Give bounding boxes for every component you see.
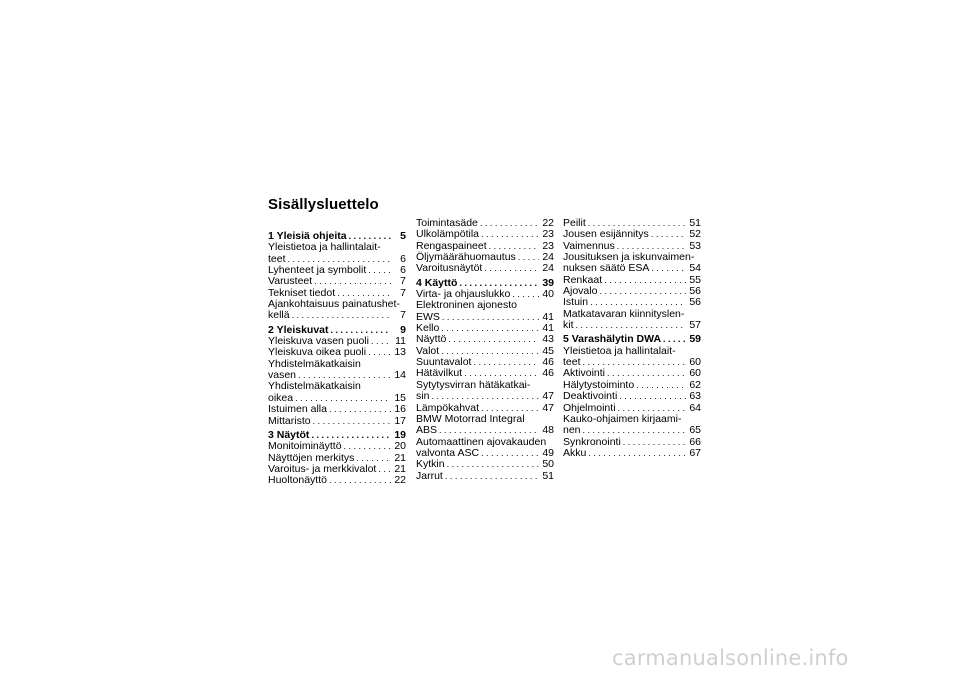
toc-entry-label-line: Jousituksen ja iskunvaimen- xyxy=(563,251,695,264)
toc-page-number: 45 xyxy=(542,344,554,357)
toc-entry-label-line: Yhdistelmäkatkaisin xyxy=(268,357,361,370)
dot-leader xyxy=(371,336,391,347)
toc-entry-row xyxy=(563,425,701,436)
toc-entry-label: 5 Varashälytin DWA xyxy=(563,333,662,346)
toc-entry-label: Tekniset tiedot xyxy=(268,286,336,299)
toc-page-number: 24 xyxy=(542,251,554,264)
toc-page-number: 20 xyxy=(394,440,406,453)
toc-entry-label: vasen xyxy=(268,369,297,382)
toc-page-number: 65 xyxy=(689,424,701,437)
toc-entry[interactable] xyxy=(416,380,554,403)
toc-entry-row xyxy=(416,229,554,240)
toc-page-number: 9 xyxy=(400,323,406,336)
toc-entry-label: Yleiskuva vasen puoli xyxy=(268,335,369,348)
toc-entry-label: Varoitus- ja merkkivalot xyxy=(268,462,377,475)
toc-page-number: 60 xyxy=(689,367,701,380)
dot-leader xyxy=(583,425,686,436)
toc-entry-label: Lyhenteet ja symbolit xyxy=(268,264,367,277)
toc-entry[interactable] xyxy=(268,242,406,265)
toc-entry[interactable] xyxy=(416,229,554,240)
toc-page-number: 49 xyxy=(542,446,554,459)
toc-entry-label: sin xyxy=(416,390,430,403)
toc-page-number: 47 xyxy=(542,401,554,414)
toc-entry-row xyxy=(416,471,554,482)
dot-leader xyxy=(636,380,686,391)
toc-page-number: 7 xyxy=(400,309,406,322)
toc-entry-label: Ulkolämpötila xyxy=(416,228,480,241)
dot-leader xyxy=(329,475,391,486)
toc-entry-label-line: Yleistietoa ja hallintalait- xyxy=(268,241,381,254)
dot-leader xyxy=(313,416,391,427)
toc-column-2 xyxy=(416,218,554,482)
toc-entry[interactable] xyxy=(563,346,701,369)
toc-entry[interactable] xyxy=(268,359,406,382)
dot-leader xyxy=(651,229,686,240)
toc-entry[interactable] xyxy=(268,299,406,322)
dot-leader xyxy=(368,265,391,276)
toc-entry-row xyxy=(268,416,406,427)
dot-leader xyxy=(480,218,539,229)
toc-entry-label: Ajovalo xyxy=(563,285,598,298)
toc-entry[interactable] xyxy=(563,391,701,402)
toc-page-number: 21 xyxy=(394,451,406,464)
toc-page-number: 22 xyxy=(542,217,554,229)
toc-page-number: 22 xyxy=(394,474,406,487)
toc-page-number: 24 xyxy=(542,262,554,275)
toc-entry-label: Jarrut xyxy=(416,469,443,482)
toc-page-number: 39 xyxy=(542,276,554,289)
toc-entry[interactable] xyxy=(268,381,406,404)
toc-entry[interactable] xyxy=(416,300,554,323)
toc-entry-row xyxy=(563,320,701,331)
toc-entry-label: Jousen esijännitys xyxy=(563,228,649,241)
toc-page-number: 11 xyxy=(395,335,406,348)
toc-entry-label-line: Yhdistelmäkatkaisin xyxy=(268,380,361,393)
toc-entry-label: Synkronointi xyxy=(563,435,621,448)
dot-leader xyxy=(441,323,539,334)
dot-leader xyxy=(481,229,539,240)
toc-page-number: 57 xyxy=(689,319,701,332)
toc-entry-label-line: Kauko-ohjaimen kirjaami- xyxy=(563,412,682,425)
dot-leader xyxy=(431,391,539,402)
dot-leader xyxy=(448,334,539,345)
toc-page-number: 56 xyxy=(689,296,701,309)
toc-entry-label: Huoltonäyttö xyxy=(268,474,327,487)
toc-entry[interactable] xyxy=(268,416,406,427)
toc-entry-label: teet xyxy=(563,356,581,369)
toc-entry-label: nen xyxy=(563,424,581,437)
toc-entry-label: teet xyxy=(268,252,286,265)
dot-leader xyxy=(473,357,539,368)
toc-entry-label: Istuimen alla xyxy=(268,403,327,416)
toc-page-number: 46 xyxy=(542,356,554,369)
toc-entry-label: 2 Yleiskuvat xyxy=(268,323,329,336)
toc-entry-label: Näyttöjen merkitys xyxy=(268,451,355,464)
toc-entry-label: Kytkin xyxy=(416,458,445,471)
dot-leader xyxy=(619,391,686,402)
toc-entry-row xyxy=(416,263,554,274)
toc-page-number: 67 xyxy=(689,446,701,459)
dot-leader xyxy=(518,252,539,263)
toc-entry-label-line: Ajankohtaisuus painatushet- xyxy=(268,298,400,311)
toc-page-number: 48 xyxy=(542,424,554,437)
toc-entry-label: EWS xyxy=(416,310,440,323)
toc-page-number: 46 xyxy=(542,367,554,380)
toc-entry-label: Öljymäärähuomautus xyxy=(416,251,516,264)
toc-page-number: 41 xyxy=(542,322,554,335)
toc-page-number: 56 xyxy=(689,285,701,298)
watermark-text: carmanualsonline.info xyxy=(612,646,849,670)
toc-entry-label: nuksen säätö ESA xyxy=(563,262,650,275)
toc-entry-row xyxy=(268,404,406,415)
toc-entry-label: kit xyxy=(563,319,574,332)
toc-entry-label: Peilit xyxy=(563,217,586,229)
toc-entry-row xyxy=(563,448,701,459)
toc-entry-label: oikea xyxy=(268,391,294,404)
toc-entry-label-line: Automaattinen ajovakauden xyxy=(416,435,547,448)
toc-page-number: 59 xyxy=(689,333,701,346)
dot-leader xyxy=(651,263,686,274)
toc-entry-label: Hätävilkut xyxy=(416,367,463,380)
toc-page-number: 6 xyxy=(400,252,406,265)
toc-entry-label: Ohjelmointi xyxy=(563,401,616,414)
dot-leader xyxy=(292,310,391,321)
toc-entry[interactable] xyxy=(268,404,406,415)
toc-page-number: 62 xyxy=(689,378,701,391)
toc-entry-label-line: Sytytysvirran hätäkatkai- xyxy=(416,378,531,391)
toc-page-number: 21 xyxy=(394,462,406,475)
toc-entry-label: kellä xyxy=(268,309,290,322)
toc-entry[interactable] xyxy=(563,229,701,240)
toc-entry-row xyxy=(563,391,701,402)
toc-entry[interactable] xyxy=(563,252,701,275)
toc-entry-label: Varusteet xyxy=(268,275,313,288)
toc-entry-label: Rengaspaineet xyxy=(416,239,487,252)
toc-page-number: 55 xyxy=(689,273,701,286)
toc-page-number: 47 xyxy=(542,390,554,403)
page-title: Sisällysluettelo xyxy=(268,196,379,213)
toc-entry[interactable] xyxy=(416,414,554,437)
toc-entry-row xyxy=(416,459,554,470)
toc-page-number: 6 xyxy=(400,264,406,277)
toc-entry[interactable] xyxy=(268,441,406,452)
toc-entry-label: Virta- ja ohjauslukko xyxy=(416,288,511,301)
toc-entry[interactable] xyxy=(416,263,554,274)
toc-entry-label: ABS xyxy=(416,424,438,437)
dot-leader xyxy=(368,347,391,358)
toc-entry-label-line: Yleistietoa ja hallintalait- xyxy=(563,344,676,357)
toc-page-number: 15 xyxy=(394,391,406,404)
toc-page-number: 64 xyxy=(689,401,701,414)
dot-leader xyxy=(481,448,539,459)
dot-leader xyxy=(445,471,539,482)
toc-page-number: 23 xyxy=(542,228,554,241)
toc-entry-label: Näyttö xyxy=(416,333,447,346)
dot-leader xyxy=(576,320,687,331)
dot-leader xyxy=(599,286,686,297)
toc-entry-label: 4 Käyttö xyxy=(416,276,458,289)
toc-entry-label: Akku xyxy=(563,446,587,459)
toc-entry-label: Kello xyxy=(416,322,440,335)
toc-page-number: 5 xyxy=(400,230,406,242)
toc-entry-row xyxy=(416,391,554,402)
toc-entry-label: Varoitusnäytöt xyxy=(416,262,483,275)
toc-page-number: 51 xyxy=(689,217,701,229)
toc-entry-label: Vaimennus xyxy=(563,239,615,252)
toc-page-number: 19 xyxy=(394,428,406,441)
toc-page-number: 66 xyxy=(689,435,701,448)
dot-leader xyxy=(447,459,539,470)
toc-page-number: 43 xyxy=(542,333,554,346)
toc-entry-label: Toimintasäde xyxy=(416,217,478,229)
toc-page-number: 50 xyxy=(542,458,554,471)
toc-page-number: 7 xyxy=(400,286,406,299)
toc-entry-row xyxy=(416,425,554,436)
toc-entry-label: Aktivointi xyxy=(563,367,606,380)
dot-leader xyxy=(484,263,539,274)
toc-entry-label: Deaktivointi xyxy=(563,390,618,403)
toc-entry-label-line: Elektroninen ajonesto xyxy=(416,299,517,312)
toc-column-3 xyxy=(563,218,701,459)
toc-page-number: 63 xyxy=(689,390,701,403)
toc-entry[interactable] xyxy=(416,471,554,482)
dot-leader xyxy=(442,312,539,323)
toc-entry-row xyxy=(268,475,406,486)
toc-page-number: 60 xyxy=(689,356,701,369)
toc-page-number: 40 xyxy=(542,288,554,301)
toc-page-number: 41 xyxy=(542,310,554,323)
toc-entry-label: Valot xyxy=(416,344,440,357)
toc-page-number: 13 xyxy=(394,346,406,359)
toc-page-number: 53 xyxy=(689,239,701,252)
dot-leader xyxy=(623,437,686,448)
toc-entry[interactable] xyxy=(563,448,701,459)
dot-leader xyxy=(329,404,391,415)
toc-entry-label: Renkaat xyxy=(563,273,603,286)
toc-entry-label: Suuntavalot xyxy=(416,356,472,369)
toc-entry-label: Hälytystoiminto xyxy=(563,378,635,391)
toc-page-number: 54 xyxy=(689,262,701,275)
toc-entry-row xyxy=(268,310,406,321)
toc-page-number: 17 xyxy=(394,414,406,427)
dot-leader xyxy=(439,425,539,436)
toc-entry-label: Monitoiminäyttö xyxy=(268,440,342,453)
toc-entry-label: 3 Näytöt xyxy=(268,428,310,441)
toc-page-number: 52 xyxy=(689,228,701,241)
toc-entry-label: 1 Yleisiä ohjeita xyxy=(268,230,347,242)
dot-leader xyxy=(588,448,686,459)
dot-leader xyxy=(378,464,391,475)
dot-leader xyxy=(604,275,686,286)
toc-page-number: 16 xyxy=(394,403,406,416)
toc-entry[interactable] xyxy=(268,475,406,486)
toc-entry-row xyxy=(268,441,406,452)
toc-entry-label: Yleiskuva oikea puoli xyxy=(268,346,367,359)
toc-page-number: 7 xyxy=(400,275,406,288)
toc-page-number: 23 xyxy=(542,239,554,252)
toc-entry-label-line: BMW Motorrad Integral xyxy=(416,412,525,425)
toc-entry[interactable] xyxy=(416,459,554,470)
toc-entry[interactable] xyxy=(416,437,554,460)
toc-entry-label-line: Matkatavaran kiinnityslen- xyxy=(563,307,685,320)
toc-entry[interactable] xyxy=(563,414,701,437)
toc-page-number: 51 xyxy=(542,469,554,482)
toc-entry-label: valvonta ASC xyxy=(416,446,480,459)
toc-entry-row xyxy=(563,229,701,240)
toc-entry-label: Mittaristo xyxy=(268,414,311,427)
toc-column-1 xyxy=(268,228,406,487)
dot-leader xyxy=(344,441,391,452)
toc-entry-label: Lämpökahvat xyxy=(416,401,480,414)
toc-entry-label: Istuin xyxy=(563,296,589,309)
toc-page-number: 14 xyxy=(394,369,406,382)
toc-entry[interactable] xyxy=(563,309,701,332)
